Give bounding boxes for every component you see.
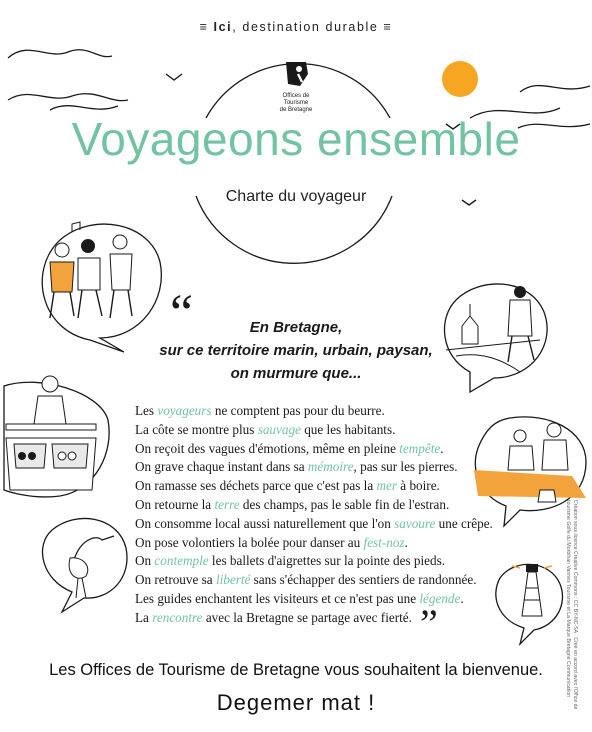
- bird-icon: [166, 74, 182, 80]
- charter-line: Les voyageurs ne comptent pas pour du beurre.: [135, 403, 385, 418]
- intro-block: [150, 316, 442, 385]
- logo-mark-icon: [268, 60, 324, 88]
- charter-line: On contemple les ballets d'aigrettes sur la pointe des pieds.: [135, 553, 446, 569]
- credit-right: Création sous licence Creative Commons : CC BY-NC-SA · Créé en accord avec l'Office de tourisme Golfe du Morbihan Vannes Tourisme et La Marque Bretagne Communication: [565, 500, 578, 710]
- charter-line: On grave chaque instant dans sa mémoire, pas sur les pierres.: [135, 459, 458, 475]
- menu-glyph-icon: ≡: [383, 20, 393, 34]
- dancers-illustration: [42, 222, 161, 352]
- charter-lines: [135, 402, 525, 628]
- logo: [268, 60, 324, 114]
- heron-illustration: [42, 518, 127, 612]
- frame-arc-bottom: [196, 196, 392, 263]
- welcome-text: Les Offices de Tourisme de Bretagne vous souhaitent la bienvenue.: [49, 661, 543, 679]
- charter-line: On reçoit des vagues d'émotions, même en pleine tempête.: [135, 440, 444, 456]
- charter-line: La côte se montre plus sauvage que les habitants.: [135, 421, 396, 437]
- wave-left-2: [8, 94, 128, 101]
- sun-icon: [442, 61, 478, 97]
- charter-line: On retrouve sa liberté sans s'échapper des sentiers de randonnée.: [135, 572, 477, 588]
- intro-line: on murmure que...: [230, 365, 362, 382]
- page-subtitle: Charte du voyageur: [225, 188, 367, 205]
- wave-right-1: [520, 86, 590, 92]
- logo-text-3: de Bretagne: [279, 107, 313, 113]
- market-illustration: [4, 376, 109, 497]
- menu-glyph-icon: ≡: [199, 20, 209, 34]
- intro-line: sur ce territoire marin, urbain, paysan,: [159, 342, 433, 359]
- quote-open-icon: “: [170, 285, 194, 342]
- tagline-bold: Ici: [213, 20, 233, 34]
- charter-line: On retourne la terre des champs, pas le sable fin de l'estran.: [135, 496, 450, 512]
- logo-text-2: Tourisme: [283, 100, 309, 106]
- charter-line: On consomme local aussi naturellement que l'on savoure une crêpe.: [135, 515, 493, 531]
- hiker-illustration: [444, 284, 547, 392]
- charter-line: Les guides enchantent les visiteurs et ce n'est pas une légende.: [135, 590, 464, 606]
- logo-text-1: Offices de: [282, 93, 310, 99]
- wave-left-1: [8, 50, 112, 58]
- quote-close-icon: ”: [420, 601, 438, 646]
- page-title: Voyageons ensemble: [71, 113, 521, 165]
- wave-left-3: [50, 106, 118, 110]
- charter-line: On pose volontiers la bolée pour danser au fest-noz.: [135, 534, 408, 550]
- charter-line: On ramasse ses déchets parce que c'est pas la mer à boire.: [135, 478, 440, 494]
- charter-line: La rencontre avec la Bretagne se partage avec fierté.: [135, 609, 412, 625]
- header-tagline: [0, 20, 592, 34]
- closing-text: Degemer mat !: [216, 690, 376, 715]
- intro-line: En Bretagne,: [249, 319, 343, 336]
- tagline-rest: , destination durable: [232, 20, 379, 34]
